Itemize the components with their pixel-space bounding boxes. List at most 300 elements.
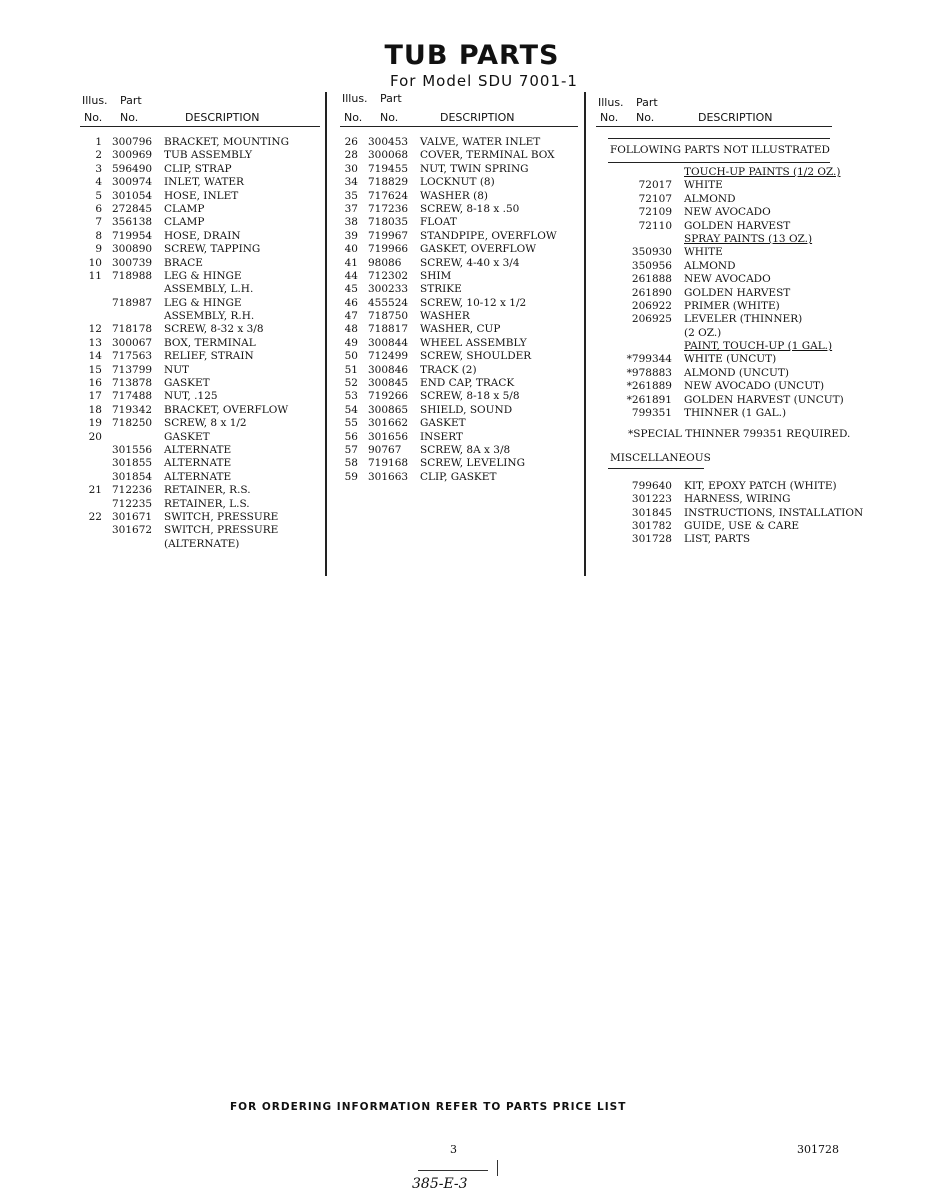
parts-row [80, 216, 320, 229]
illus-number: 39 [344, 229, 358, 242]
parts-row [596, 479, 837, 493]
part-no-label: No. [120, 111, 139, 124]
parts-row [80, 471, 320, 484]
part-number: 301855 [112, 457, 153, 470]
part-description: HARNESS, WIRING [684, 493, 791, 506]
part-description: SCREW, 8-32 x 3/8 [164, 323, 264, 336]
parts-row [80, 283, 320, 296]
illus-number: 45 [344, 283, 358, 296]
part-description: SPRAY PAINTS (13 OZ.) [684, 232, 813, 245]
column-header [596, 92, 832, 128]
illus-number: 57 [344, 443, 358, 456]
part-number: 206925 [631, 313, 672, 326]
part-description: NEW AVOCADO (UNCUT) [684, 380, 825, 393]
parts-row [340, 390, 578, 403]
header-rule [340, 126, 578, 127]
parts-row [80, 404, 320, 417]
section-title: MISCELLANEOUS [610, 451, 711, 464]
parts-row [340, 216, 578, 229]
part-description: LIST, PARTS [684, 533, 751, 546]
parts-row [340, 136, 578, 149]
part-number: 72110 [638, 219, 672, 232]
special-note: *SPECIAL THINNER 799351 REQUIRED. [628, 428, 851, 441]
part-number: 301672 [112, 524, 153, 537]
parts-row [340, 230, 578, 243]
illus-number: 49 [344, 336, 358, 349]
part-number: 72017 [638, 179, 672, 192]
part-number: 300844 [368, 336, 409, 349]
part-description: SHIELD, SOUND [420, 403, 513, 416]
illus-label: Illus. [82, 94, 108, 107]
parts-row [80, 149, 320, 162]
illus-number: 52 [344, 377, 358, 390]
parts-row [596, 273, 832, 286]
parts-row [80, 524, 320, 537]
part-description: PRIMER (WHITE) [684, 299, 780, 312]
parts-row [596, 260, 832, 273]
parts-row [596, 220, 832, 233]
part-description: NUT, TWIN SPRING [420, 162, 529, 175]
part-number: 301671 [112, 510, 153, 523]
part-number: 718987 [112, 296, 153, 309]
parts-row [340, 444, 578, 457]
column-header [340, 92, 578, 128]
illus-number: 58 [344, 457, 358, 470]
part-number: 300969 [112, 149, 153, 162]
illus-number: 9 [95, 243, 102, 256]
parts-row [596, 520, 832, 533]
part-description: NEW AVOCADO [684, 206, 771, 219]
part-description: LEG & HINGE [164, 296, 242, 309]
description-label: DESCRIPTION [440, 111, 515, 124]
part-description: SCREW, TAPPING [164, 243, 261, 256]
illus-number: 18 [88, 403, 102, 416]
part-description: CLAMP [164, 216, 205, 229]
parts-row [340, 283, 578, 296]
part-description: SCREW, 8A x 3/8 [420, 443, 511, 456]
parts-column-1 [80, 92, 320, 551]
part-number: 356138 [112, 216, 153, 229]
part-description: WASHER, CUP [420, 323, 501, 336]
illus-number: 53 [344, 390, 358, 403]
part-number: 301656 [368, 430, 409, 443]
part-number: 718178 [112, 323, 153, 336]
part-number: 301845 [631, 506, 672, 519]
parts-row [596, 233, 832, 246]
parts-row [340, 297, 578, 310]
illus-number: 7 [95, 216, 102, 229]
part-number: 455524 [368, 296, 409, 309]
parts-row [80, 457, 320, 470]
part-number: 712235 [112, 497, 153, 510]
parts-row [596, 506, 864, 520]
part-description: HOSE, DRAIN [164, 229, 241, 242]
illus-number: 16 [88, 377, 102, 390]
part-number: 301728 [631, 533, 672, 546]
illus-number: 26 [344, 136, 358, 148]
part-description: CLIP, STRAP [164, 162, 232, 175]
part-no-label: No. [636, 111, 655, 124]
parts-row [80, 511, 320, 524]
not-illustrated-header [596, 138, 832, 166]
part-number: 301782 [631, 519, 672, 532]
illus-number: 48 [344, 323, 358, 336]
column-header [80, 92, 320, 128]
illus-number: 4 [95, 176, 102, 189]
parts-row [340, 190, 578, 203]
part-description: COVER, TERMINAL BOX [420, 149, 555, 162]
part-label: Part [380, 92, 402, 105]
illus-number: 5 [95, 189, 102, 202]
section-rule [608, 162, 830, 163]
part-description: SCREW, 10-12 x 1/2 [420, 296, 527, 309]
illus-number: 14 [88, 350, 102, 363]
part-description: NUT, .125 [164, 390, 218, 403]
part-description: HOSE, INLET [164, 189, 239, 202]
part-number: 350956 [631, 259, 672, 272]
part-number: 717488 [112, 390, 153, 403]
parts-row [596, 380, 832, 393]
part-description: TRACK (2) [420, 363, 477, 376]
part-description: SWITCH, PRESSURE [164, 510, 279, 523]
part-number: 712302 [368, 269, 409, 282]
part-description: INSTRUCTIONS, INSTALLATION [684, 506, 864, 519]
part-description: NUT [164, 363, 190, 376]
part-description: WHEEL ASSEMBLY [420, 336, 527, 349]
header-rule [80, 126, 320, 127]
part-description: ASSEMBLY, L.H. [164, 283, 254, 296]
parts-row [340, 310, 578, 323]
document-number: 301728 [797, 1143, 839, 1156]
parts-row [80, 310, 320, 323]
part-description: SCREW, 8 x 1/2 [164, 417, 247, 430]
illus-number: 34 [344, 176, 358, 189]
part-number: 300796 [112, 136, 153, 148]
part-number: 719266 [368, 390, 409, 403]
part-description: INLET, WATER [164, 176, 244, 189]
illus-number: 41 [344, 256, 358, 269]
part-description: GASKET [164, 377, 210, 390]
column-divider [584, 92, 586, 576]
part-number: 300865 [368, 403, 409, 416]
part-description: BRACKET, OVERFLOW [164, 403, 289, 416]
parts-row [80, 364, 320, 377]
illus-number: 28 [344, 149, 358, 162]
part-description: ALMOND [684, 192, 736, 205]
illus-number: 11 [88, 269, 102, 282]
parts-row [80, 390, 320, 403]
part-description: KIT, EPOXY PATCH (WHITE) [684, 479, 837, 492]
part-number: 799351 [631, 407, 672, 420]
parts-row [80, 337, 320, 350]
illus-number: 38 [344, 216, 358, 229]
illus-number: 35 [344, 189, 358, 202]
page-title: TUB PARTS [384, 40, 560, 71]
part-number: 301854 [112, 470, 153, 483]
part-number: 713878 [112, 377, 153, 390]
ordering-info-note: FOR ORDERING INFORMATION REFER TO PARTS PRICE LIST [230, 1101, 627, 1113]
part-number: 206922 [631, 299, 672, 312]
part-description: CLIP, GASKET [420, 470, 497, 483]
part-description: RELIEF, STRAIN [164, 350, 254, 363]
parts-row [80, 498, 320, 511]
part-number: 718988 [112, 269, 153, 282]
part-description: GASKET, OVERFLOW [420, 243, 537, 256]
part-number: 718750 [368, 310, 409, 323]
part-number: 712236 [112, 484, 153, 497]
part-number: 713799 [112, 363, 153, 376]
parts-row [80, 270, 320, 283]
part-description: ALMOND (UNCUT) [684, 366, 789, 379]
part-description: WASHER (8) [420, 189, 488, 202]
part-description: ALTERNATE [164, 443, 232, 456]
parts-row [596, 407, 832, 420]
part-description: GOLDEN HARVEST [684, 286, 791, 299]
illus-number: 12 [88, 323, 102, 336]
parts-row [340, 270, 578, 283]
part-description: SCREW, SHOULDER [420, 350, 532, 363]
illus-number: 50 [344, 350, 358, 363]
part-description: LEVELER (THINNER) [684, 313, 803, 326]
illus-number: 51 [344, 363, 358, 376]
part-label: Part [636, 96, 658, 109]
page-number: 3 [450, 1143, 457, 1156]
part-number: 98086 [368, 256, 402, 269]
handwritten-code: 385-E-3 [412, 1176, 468, 1192]
part-description: BRACKET, MOUNTING [164, 136, 290, 148]
part-number: 300453 [368, 136, 409, 148]
parts-row [340, 323, 578, 336]
parts-row [80, 243, 320, 256]
part-number: 717236 [368, 202, 409, 215]
parts-row [596, 367, 832, 380]
parts-row [596, 300, 832, 313]
illus-number: 21 [88, 484, 102, 497]
part-description: WHITE [684, 246, 723, 259]
part-number: 300067 [112, 336, 153, 349]
section-rule [608, 468, 704, 469]
part-number: 300233 [368, 283, 409, 296]
parts-row [596, 246, 832, 259]
illus-number: 20 [88, 430, 102, 443]
illus-number: 55 [344, 417, 358, 430]
part-number: 72109 [638, 206, 672, 219]
part-number: 300890 [112, 243, 153, 256]
parts-row [80, 190, 320, 203]
parts-row [80, 538, 320, 551]
part-number: 300739 [112, 256, 153, 269]
parts-row [80, 377, 320, 390]
part-description: TOUCH-UP PAINTS (1/2 OZ.) [684, 166, 841, 178]
part-number: 717624 [368, 189, 409, 202]
illus-number: 22 [88, 510, 102, 523]
part-description: SCREW, 4-40 x 3/4 [420, 256, 520, 269]
handwritten-mark [497, 1160, 498, 1176]
parts-row [596, 327, 832, 340]
illus-number: 46 [344, 296, 358, 309]
parts-row [80, 323, 320, 336]
part-number: 300845 [368, 377, 409, 390]
part-description: (2 OZ.) [684, 326, 722, 339]
part-number: 717563 [112, 350, 153, 363]
illus-number: 13 [88, 336, 102, 349]
parts-row [80, 431, 320, 444]
part-number: *978883 [626, 366, 672, 379]
parts-row [80, 203, 320, 216]
part-number: 300846 [368, 363, 409, 376]
illus-number: 40 [344, 243, 358, 256]
illus-number: 15 [88, 363, 102, 376]
parts-row [596, 533, 832, 546]
part-description: GASKET [420, 417, 466, 430]
part-description: BOX, TERMINAL [164, 336, 256, 349]
part-description: (ALTERNATE) [164, 537, 240, 550]
parts-row [340, 163, 578, 176]
header-rule [596, 126, 832, 127]
parts-row [340, 471, 578, 484]
parts-row [340, 417, 578, 430]
parts-column-3 [596, 92, 864, 547]
part-description: RETAINER, L.S. [164, 497, 250, 510]
illus-number: 8 [95, 229, 102, 242]
illus-number: 2 [95, 149, 102, 162]
part-description: SCREW, 8-18 x .50 [420, 202, 520, 215]
part-description: END CAP, TRACK [420, 377, 515, 390]
section-title: FOLLOWING PARTS NOT ILLUSTRATED [610, 144, 830, 156]
part-number: 301662 [368, 417, 409, 430]
part-description: THINNER (1 GAL.) [684, 407, 787, 420]
parts-row [80, 297, 320, 310]
part-number: 596490 [112, 162, 153, 175]
part-number: *261889 [626, 380, 672, 393]
parts-row [340, 431, 578, 444]
part-number: 718829 [368, 176, 409, 189]
parts-row [596, 166, 841, 179]
illus-number: 3 [95, 162, 102, 175]
part-description: TUB ASSEMBLY [164, 149, 253, 162]
illus-number: 10 [88, 256, 102, 269]
part-number: 718035 [368, 216, 409, 229]
illus-number: 19 [88, 417, 102, 430]
parts-row [80, 163, 320, 176]
parts-row [596, 340, 832, 353]
parts-row [80, 230, 320, 243]
part-number: 301223 [631, 493, 672, 506]
part-number: *799344 [626, 353, 672, 366]
part-number: 300068 [368, 149, 409, 162]
part-number: 719966 [368, 243, 409, 256]
parts-column-2 [340, 92, 578, 484]
model-subtitle: For Model SDU 7001-1 [390, 72, 578, 90]
parts-row [80, 484, 320, 497]
parts-row [340, 350, 578, 363]
description-label: DESCRIPTION [698, 111, 773, 124]
part-description: WHITE (UNCUT) [684, 353, 777, 366]
part-number: 261888 [631, 273, 672, 286]
part-no-label: No. [380, 111, 399, 124]
part-description: ALTERNATE [164, 457, 232, 470]
parts-row [340, 457, 578, 470]
part-number: 719168 [368, 457, 409, 470]
part-number: 300974 [112, 176, 153, 189]
parts-row [340, 176, 578, 189]
illus-number: 56 [344, 430, 358, 443]
parts-row [596, 393, 844, 407]
parts-row [596, 353, 832, 366]
part-number: 719954 [112, 229, 153, 242]
section-rule [608, 138, 830, 139]
part-description: RETAINER, R.S. [164, 484, 251, 497]
part-description: CLAMP [164, 202, 205, 215]
part-description: STRIKE [420, 283, 462, 296]
parts-row [80, 257, 320, 270]
illus-number: 17 [88, 390, 102, 403]
part-number: 261890 [631, 286, 672, 299]
part-number: 718250 [112, 417, 153, 430]
description-label: DESCRIPTION [185, 111, 260, 124]
part-number: 719455 [368, 162, 409, 175]
part-label: Part [120, 94, 142, 107]
parts-row [596, 287, 832, 300]
illus-number: 44 [344, 269, 358, 282]
illus-no-label: No. [344, 111, 363, 124]
part-description: STANDPIPE, OVERFLOW [420, 229, 557, 242]
handwritten-rule [418, 1170, 488, 1171]
part-number: 712499 [368, 350, 409, 363]
part-description: ALTERNATE [164, 470, 232, 483]
part-description: SCREW, LEVELING [420, 457, 526, 470]
miscellaneous-header [596, 448, 832, 480]
illus-no-label: No. [600, 111, 619, 124]
parts-row [340, 377, 578, 390]
illus-no-label: No. [84, 111, 103, 124]
parts-row [340, 404, 578, 417]
illus-number: 1 [95, 136, 102, 148]
illus-number: 47 [344, 310, 358, 323]
parts-row [80, 350, 320, 363]
column-divider [325, 92, 327, 576]
illus-number: 59 [344, 470, 358, 483]
part-description: SHIM [420, 269, 452, 282]
part-description: GOLDEN HARVEST [684, 219, 791, 232]
part-description: VALVE, WATER INLET [420, 136, 541, 148]
parts-row [340, 364, 578, 377]
illus-label: Illus. [598, 96, 624, 109]
part-number: 272845 [112, 202, 153, 215]
parts-row [80, 444, 320, 457]
part-description: SWITCH, PRESSURE [164, 524, 279, 537]
part-number: 90767 [368, 443, 402, 456]
part-number: *261891 [626, 393, 672, 406]
part-description: WASHER [420, 310, 470, 323]
part-number: 350930 [631, 246, 672, 259]
part-description: NEW AVOCADO [684, 273, 771, 286]
illus-number: 54 [344, 403, 358, 416]
parts-row [80, 417, 320, 430]
part-number: 719342 [112, 403, 153, 416]
part-description: LOCKNUT (8) [420, 176, 495, 189]
part-number: 301663 [368, 470, 409, 483]
illus-label: Illus. [342, 92, 368, 105]
parts-row [340, 243, 578, 256]
part-description: FLOAT [420, 216, 457, 229]
part-description: GOLDEN HARVEST (UNCUT) [684, 393, 844, 406]
part-number: 72107 [638, 192, 672, 205]
parts-row [80, 176, 320, 189]
part-number: 301556 [112, 443, 153, 456]
parts-row [596, 206, 832, 219]
illus-number: 37 [344, 202, 358, 215]
